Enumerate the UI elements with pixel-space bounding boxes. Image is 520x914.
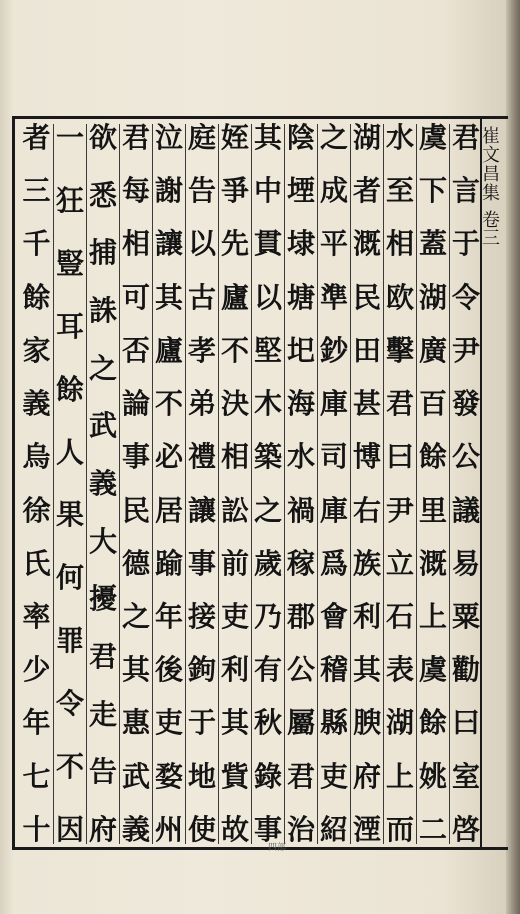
- glyph: 立: [385, 546, 414, 580]
- glyph: 捕: [88, 236, 117, 270]
- glyph: 治: [286, 812, 315, 846]
- glyph: 平: [319, 227, 348, 261]
- glyph: 右: [352, 493, 381, 527]
- glyph: 田: [352, 333, 381, 367]
- glyph: 錄: [253, 759, 282, 793]
- glyph: 溉: [352, 227, 381, 261]
- glyph: 公: [451, 440, 480, 474]
- glyph: 君: [121, 121, 150, 154]
- glyph: 木: [253, 387, 282, 421]
- glyph: 不: [220, 333, 249, 367]
- glyph: 餘: [22, 280, 51, 314]
- glyph: 發: [451, 387, 480, 421]
- glyph: 餘: [418, 440, 447, 474]
- glyph: 使: [187, 812, 216, 846]
- glyph: 縣: [319, 706, 348, 740]
- glyph: 于: [451, 227, 480, 261]
- glyph: 民: [121, 493, 150, 527]
- glyph: 大: [88, 524, 117, 558]
- glyph: 至: [385, 174, 414, 208]
- glyph: 海: [286, 387, 315, 421]
- glyph: 埭: [286, 227, 315, 261]
- glyph: 少: [22, 653, 51, 687]
- glyph: 家: [22, 333, 51, 367]
- glyph: 言: [451, 174, 480, 208]
- text-column: [284, 121, 317, 846]
- glyph: 一: [55, 121, 84, 154]
- glyph: 秋: [253, 706, 282, 740]
- glyph: 庭: [187, 121, 216, 154]
- glyph: 郡: [286, 599, 315, 633]
- glyph: 室: [451, 759, 480, 793]
- glyph: 尹: [385, 493, 414, 527]
- glyph: 石: [385, 599, 414, 633]
- glyph: 可: [121, 280, 150, 314]
- glyph: 事: [121, 440, 150, 474]
- glyph: 之: [121, 599, 150, 633]
- glyph: 年: [154, 599, 183, 633]
- glyph: 豎: [55, 246, 84, 280]
- glyph: 堅: [253, 333, 282, 367]
- glyph: 千: [22, 227, 51, 261]
- glyph: 氏: [22, 546, 51, 580]
- glyph: 古: [187, 280, 216, 314]
- glyph: 每: [121, 174, 150, 208]
- glyph: 歲: [253, 546, 282, 580]
- glyph: 事: [253, 812, 282, 846]
- glyph: 府: [88, 812, 117, 846]
- glyph: 塘: [286, 280, 315, 314]
- glyph: 十: [22, 812, 51, 846]
- glyph: 悉: [88, 178, 117, 212]
- glyph: 尹: [451, 333, 480, 367]
- glyph: 相: [121, 227, 150, 261]
- glyph: 人: [55, 435, 84, 469]
- glyph: 必: [154, 440, 183, 474]
- glyph: 告: [187, 174, 216, 208]
- glyph: 廣: [418, 333, 447, 367]
- glyph: 訟: [220, 493, 249, 527]
- text-column: [449, 121, 482, 846]
- text-column: [119, 121, 152, 846]
- glyph: 踰: [154, 546, 183, 580]
- glyph: 圯: [286, 333, 315, 367]
- glyph: 紹: [319, 812, 348, 846]
- glyph: 庫: [319, 387, 348, 421]
- glyph: 地: [187, 759, 216, 793]
- glyph: 者: [22, 121, 51, 154]
- glyph: 府: [352, 759, 381, 793]
- glyph: 陰: [286, 121, 315, 154]
- glyph: 孝: [187, 333, 216, 367]
- glyph: 七: [22, 759, 51, 793]
- glyph: 後: [154, 653, 183, 687]
- glyph: 蓋: [418, 227, 447, 261]
- glyph: 相: [220, 440, 249, 474]
- glyph: 水: [385, 121, 414, 154]
- glyph: 論: [121, 387, 150, 421]
- text-column: [383, 121, 416, 846]
- glyph: 上: [385, 759, 414, 793]
- glyph: 于: [187, 706, 216, 740]
- glyph: 君: [385, 387, 414, 421]
- glyph: 欲: [88, 121, 117, 154]
- glyph: 擊: [385, 333, 414, 367]
- glyph: 罪: [55, 624, 84, 658]
- glyph: 年: [22, 706, 51, 740]
- glyph: 乃: [253, 599, 282, 633]
- glyph: 讓: [187, 493, 216, 527]
- glyph: 成: [319, 174, 348, 208]
- glyph: 不: [154, 387, 183, 421]
- glyph: 粟: [451, 599, 480, 633]
- glyph: 準: [319, 280, 348, 314]
- glyph: 欧: [385, 280, 414, 314]
- glyph: 耳: [55, 309, 84, 343]
- glyph: 義: [88, 466, 117, 500]
- glyph: 稽: [319, 653, 348, 687]
- glyph: 接: [187, 599, 216, 633]
- text-column: [53, 121, 86, 846]
- glyph: 湖: [352, 121, 381, 154]
- glyph: 其: [253, 121, 282, 154]
- glyph: 中: [253, 174, 282, 208]
- glyph: 湖: [418, 280, 447, 314]
- glyph: 虞: [418, 121, 447, 154]
- glyph: 令: [55, 687, 84, 721]
- glyph: 利: [352, 599, 381, 633]
- glyph: 吏: [154, 706, 183, 740]
- glyph: 吏: [220, 599, 249, 633]
- glyph: 相: [385, 227, 414, 261]
- glyph: 湮: [352, 812, 381, 846]
- glyph: 會: [319, 599, 348, 633]
- glyph: 貲: [220, 759, 249, 793]
- glyph: 勸: [451, 653, 480, 687]
- glyph: 溉: [418, 546, 447, 580]
- glyph: 事: [187, 546, 216, 580]
- glyph: 博: [352, 440, 381, 474]
- glyph: 故: [220, 812, 249, 846]
- glyph: 君: [88, 639, 117, 673]
- glyph: 稼: [286, 546, 315, 580]
- glyph: 之: [319, 121, 348, 154]
- text-column: [152, 121, 185, 846]
- glyph: 表: [385, 653, 414, 687]
- glyph: 禮: [187, 440, 216, 474]
- glyph: 君: [286, 759, 315, 793]
- glyph: 鈔: [319, 333, 348, 367]
- glyph: 廬: [220, 280, 249, 314]
- glyph: 不: [55, 750, 84, 784]
- glyph: 狂: [55, 183, 84, 217]
- glyph: 先: [220, 227, 249, 261]
- glyph: 餘: [418, 706, 447, 740]
- glyph: 之: [253, 493, 282, 527]
- glyph: 義: [121, 812, 150, 846]
- glyph: 屬: [286, 706, 315, 740]
- center-sub: 卷三: [482, 209, 500, 250]
- book-spine: [506, 0, 520, 914]
- glyph: 義: [22, 387, 51, 421]
- glyph: 有: [253, 653, 282, 687]
- glyph: 否: [121, 333, 150, 367]
- glyph: 武: [88, 409, 117, 443]
- glyph: 爲: [319, 546, 348, 580]
- glyph: 因: [55, 812, 84, 846]
- glyph: 庫: [319, 493, 348, 527]
- glyph: 決: [220, 387, 249, 421]
- glyph: 甚: [352, 387, 381, 421]
- glyph: 走: [88, 697, 117, 731]
- glyph: 以: [187, 227, 216, 261]
- glyph: 之: [88, 351, 117, 385]
- glyph: 餘: [55, 372, 84, 406]
- glyph: 下: [418, 174, 447, 208]
- glyph: 曰: [385, 440, 414, 474]
- glyph: 議: [451, 493, 480, 527]
- glyph: 易: [451, 546, 480, 580]
- glyph: 以: [253, 280, 282, 314]
- glyph: 告: [88, 755, 117, 789]
- glyph: 其: [121, 653, 150, 687]
- glyph: 果: [55, 498, 84, 532]
- glyph: 公: [286, 653, 315, 687]
- glyph: 德: [121, 546, 150, 580]
- text-columns: [20, 121, 482, 846]
- glyph: 誅: [88, 293, 117, 327]
- glyph: 武: [121, 759, 150, 793]
- glyph: 居: [154, 493, 183, 527]
- glyph: 而: [385, 812, 414, 846]
- glyph: 謝: [154, 174, 183, 208]
- glyph: 惠: [121, 706, 150, 740]
- glyph: 婺: [154, 759, 183, 793]
- glyph: 司: [319, 440, 348, 474]
- glyph: 令: [451, 280, 480, 314]
- glyph: 上: [418, 599, 447, 633]
- glyph: 讓: [154, 227, 183, 261]
- glyph: 百: [418, 387, 447, 421]
- glyph: 湖: [385, 706, 414, 740]
- text-column: [185, 121, 218, 846]
- glyph: 築: [253, 440, 282, 474]
- glyph: 烏: [22, 440, 51, 474]
- footer-mark: 四部: [268, 843, 287, 853]
- glyph: 水: [286, 440, 315, 474]
- glyph: 徐: [22, 493, 51, 527]
- glyph: 率: [22, 599, 51, 633]
- glyph: 腴: [352, 706, 381, 740]
- glyph: 里: [418, 493, 447, 527]
- glyph: 爭: [220, 174, 249, 208]
- glyph: 者: [352, 174, 381, 208]
- glyph: 姚: [418, 759, 447, 793]
- text-column: [350, 121, 383, 846]
- glyph: 民: [352, 280, 381, 314]
- glyph: 其: [352, 653, 381, 687]
- text-column: [251, 121, 284, 846]
- text-column: [218, 121, 251, 846]
- glyph: 二: [418, 812, 447, 846]
- glyph: 君: [451, 121, 480, 154]
- glyph: 貫: [253, 227, 282, 261]
- glyph: 州: [154, 812, 183, 846]
- text-column: [20, 121, 53, 846]
- glyph: 啓: [451, 812, 480, 846]
- glyph: 姪: [220, 121, 249, 154]
- text-column: [416, 121, 449, 846]
- glyph: 吏: [319, 759, 348, 793]
- glyph: 其: [220, 706, 249, 740]
- center-label: 崔文昌集: [482, 126, 500, 204]
- glyph: 弟: [187, 387, 216, 421]
- glyph: 其: [154, 280, 183, 314]
- glyph: 擾: [88, 582, 117, 616]
- glyph: 曰: [451, 706, 480, 740]
- glyph: 虞: [418, 653, 447, 687]
- text-column: [86, 121, 119, 846]
- center-margin: [480, 116, 506, 850]
- text-column: [317, 121, 350, 846]
- glyph: 禍: [286, 493, 315, 527]
- glyph: 前: [220, 546, 249, 580]
- glyph: 鉤: [187, 653, 216, 687]
- glyph: 利: [220, 653, 249, 687]
- glyph: 堙: [286, 174, 315, 208]
- glyph: 廬: [154, 333, 183, 367]
- glyph: 泣: [154, 121, 183, 154]
- glyph: 族: [352, 546, 381, 580]
- glyph: 何: [55, 561, 84, 595]
- glyph: 三: [22, 174, 51, 208]
